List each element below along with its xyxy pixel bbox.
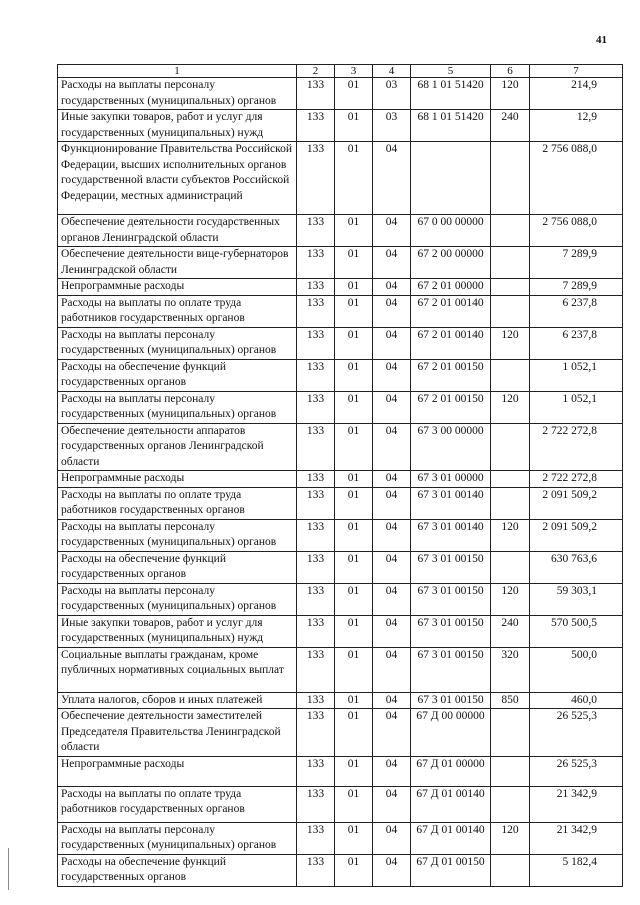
row-section: 01 bbox=[335, 327, 373, 359]
table-row bbox=[58, 110, 623, 142]
row-subsection: 03 bbox=[373, 78, 411, 110]
row-amount: 21 342,9 bbox=[530, 822, 623, 854]
row-code: 133 bbox=[297, 247, 335, 279]
row-subsection: 04 bbox=[373, 391, 411, 423]
row-section: 01 bbox=[335, 583, 373, 615]
row-section: 01 bbox=[335, 854, 373, 886]
row-name: Уплата налогов, сборов и иных платежей bbox=[58, 692, 297, 709]
row-section: 01 bbox=[335, 423, 373, 471]
table-row bbox=[58, 471, 623, 488]
row-expense bbox=[491, 471, 530, 488]
header-cell: 6 bbox=[491, 65, 530, 78]
row-expense bbox=[491, 247, 530, 279]
row-code: 133 bbox=[297, 471, 335, 488]
row-subsection: 04 bbox=[373, 822, 411, 854]
row-subsection: 04 bbox=[373, 692, 411, 709]
row-target: 68 1 01 51420 bbox=[411, 78, 491, 110]
row-name: Непрограммные расходы bbox=[58, 756, 297, 786]
row-name: Расходы на выплаты по оплате труда работников государственных органов bbox=[58, 487, 297, 519]
row-name: Расходы на выплаты персоналу государственных (муниципальных) органов bbox=[58, 519, 297, 551]
row-target: 67 3 01 00150 bbox=[411, 551, 491, 583]
row-amount: 12,9 bbox=[530, 110, 623, 142]
header-cell: 3 bbox=[335, 65, 373, 78]
row-amount: 460,0 bbox=[530, 692, 623, 709]
row-amount: 2 091 509,2 bbox=[530, 519, 623, 551]
row-expense: 120 bbox=[491, 519, 530, 551]
table-row bbox=[58, 822, 623, 854]
row-code: 133 bbox=[297, 822, 335, 854]
row-code: 133 bbox=[297, 391, 335, 423]
row-code: 133 bbox=[297, 142, 335, 215]
table-row bbox=[58, 295, 623, 327]
row-target: 67 2 01 00150 bbox=[411, 391, 491, 423]
header-cell: 5 bbox=[411, 65, 491, 78]
row-target: 67 Д 01 00000 bbox=[411, 756, 491, 786]
row-code: 133 bbox=[297, 487, 335, 519]
row-subsection: 04 bbox=[373, 471, 411, 488]
row-code: 133 bbox=[297, 215, 335, 247]
row-section: 01 bbox=[335, 471, 373, 488]
row-code: 133 bbox=[297, 786, 335, 822]
row-name: Обеспечение деятельности аппаратов государственных органов Ленинградской области bbox=[58, 423, 297, 471]
row-expense: 320 bbox=[491, 647, 530, 692]
row-amount: 6 237,8 bbox=[530, 295, 623, 327]
row-subsection: 04 bbox=[373, 756, 411, 786]
row-section: 01 bbox=[335, 709, 373, 757]
row-amount: 2 756 088,0 bbox=[530, 142, 623, 215]
header-cell: 2 bbox=[297, 65, 335, 78]
table-row bbox=[58, 854, 623, 886]
row-subsection: 04 bbox=[373, 786, 411, 822]
row-section: 01 bbox=[335, 279, 373, 296]
row-target: 67 3 00 00000 bbox=[411, 423, 491, 471]
row-name: Расходы на выплаты персоналу государственных (муниципальных) органов bbox=[58, 327, 297, 359]
row-amount: 500,0 bbox=[530, 647, 623, 692]
row-target: 67 2 01 00140 bbox=[411, 327, 491, 359]
table-row bbox=[58, 487, 623, 519]
row-name: Обеспечение деятельности вице-губернаторов Ленинградской области bbox=[58, 247, 297, 279]
row-target: 67 2 01 00000 bbox=[411, 279, 491, 296]
page-number: 41 bbox=[596, 34, 607, 46]
row-code: 133 bbox=[297, 78, 335, 110]
table-row bbox=[58, 78, 623, 110]
table-row bbox=[58, 247, 623, 279]
row-subsection: 04 bbox=[373, 215, 411, 247]
row-expense bbox=[491, 487, 530, 519]
row-code: 133 bbox=[297, 583, 335, 615]
table-row bbox=[58, 215, 623, 247]
row-expense bbox=[491, 215, 530, 247]
row-section: 01 bbox=[335, 142, 373, 215]
row-subsection: 04 bbox=[373, 359, 411, 391]
row-code: 133 bbox=[297, 551, 335, 583]
row-section: 01 bbox=[335, 786, 373, 822]
row-name: Расходы на выплаты по оплате труда работников государственных органов bbox=[58, 295, 297, 327]
row-section: 01 bbox=[335, 519, 373, 551]
row-amount: 630 763,6 bbox=[530, 551, 623, 583]
row-section: 01 bbox=[335, 647, 373, 692]
row-amount: 2 722 272,8 bbox=[530, 423, 623, 471]
row-section: 01 bbox=[335, 215, 373, 247]
row-code: 133 bbox=[297, 519, 335, 551]
row-code: 133 bbox=[297, 647, 335, 692]
row-name: Расходы на выплаты персоналу государственных (муниципальных) органов bbox=[58, 391, 297, 423]
header-cell: 4 bbox=[373, 65, 411, 78]
row-name: Непрограммные расходы bbox=[58, 471, 297, 488]
row-target: 67 Д 01 00150 bbox=[411, 854, 491, 886]
table-row bbox=[58, 786, 623, 822]
row-name: Функционирование Правительства Российской Федерации, высших исполнительных органов государственной власти субъектов Российской Федерации, местных администраций bbox=[58, 142, 297, 215]
table-row bbox=[58, 615, 623, 647]
row-subsection: 04 bbox=[373, 487, 411, 519]
row-subsection: 04 bbox=[373, 519, 411, 551]
row-name: Иные закупки товаров, работ и услуг для государственных (муниципальных) нужд bbox=[58, 615, 297, 647]
row-code: 133 bbox=[297, 295, 335, 327]
table-row bbox=[58, 519, 623, 551]
row-subsection: 04 bbox=[373, 247, 411, 279]
row-name: Иные закупки товаров, работ и услуг для государственных (муниципальных) нужд bbox=[58, 110, 297, 142]
row-amount: 1 052,1 bbox=[530, 359, 623, 391]
row-name: Расходы на выплаты персоналу государственных (муниципальных) органов bbox=[58, 583, 297, 615]
row-section: 01 bbox=[335, 822, 373, 854]
row-expense bbox=[491, 854, 530, 886]
row-code: 133 bbox=[297, 692, 335, 709]
row-code: 133 bbox=[297, 709, 335, 757]
row-subsection: 04 bbox=[373, 279, 411, 296]
row-expense: 120 bbox=[491, 822, 530, 854]
row-name: Расходы на выплаты персоналу государственных (муниципальных) органов bbox=[58, 78, 297, 110]
table-row bbox=[58, 279, 623, 296]
row-section: 01 bbox=[335, 487, 373, 519]
table-row bbox=[58, 692, 623, 709]
row-amount: 26 525,3 bbox=[530, 709, 623, 757]
row-name: Расходы на обеспечение функций государственных органов bbox=[58, 359, 297, 391]
row-amount: 570 500,5 bbox=[530, 615, 623, 647]
row-expense: 120 bbox=[491, 391, 530, 423]
row-section: 01 bbox=[335, 78, 373, 110]
row-amount: 5 182,4 bbox=[530, 854, 623, 886]
row-amount: 7 289,9 bbox=[530, 247, 623, 279]
row-amount: 6 237,8 bbox=[530, 327, 623, 359]
row-code: 133 bbox=[297, 279, 335, 296]
row-subsection: 04 bbox=[373, 423, 411, 471]
row-target: 68 1 01 51420 bbox=[411, 110, 491, 142]
table-row bbox=[58, 142, 623, 215]
row-subsection: 04 bbox=[373, 295, 411, 327]
row-subsection: 04 bbox=[373, 709, 411, 757]
row-subsection: 04 bbox=[373, 327, 411, 359]
row-expense: 120 bbox=[491, 327, 530, 359]
row-section: 01 bbox=[335, 359, 373, 391]
row-name: Непрограммные расходы bbox=[58, 279, 297, 296]
row-target: 67 2 01 00150 bbox=[411, 359, 491, 391]
row-section: 01 bbox=[335, 692, 373, 709]
row-target: 67 3 01 00140 bbox=[411, 519, 491, 551]
row-expense: 850 bbox=[491, 692, 530, 709]
row-section: 01 bbox=[335, 756, 373, 786]
row-code: 133 bbox=[297, 327, 335, 359]
row-target: 67 Д 01 00140 bbox=[411, 786, 491, 822]
header-cell: 7 bbox=[530, 65, 623, 78]
row-amount: 59 303,1 bbox=[530, 583, 623, 615]
row-code: 133 bbox=[297, 615, 335, 647]
row-expense bbox=[491, 142, 530, 215]
row-target: 67 3 01 00000 bbox=[411, 471, 491, 488]
table-row bbox=[58, 327, 623, 359]
row-expense: 240 bbox=[491, 615, 530, 647]
row-section: 01 bbox=[335, 615, 373, 647]
row-subsection: 04 bbox=[373, 142, 411, 215]
row-target: 67 3 01 00150 bbox=[411, 692, 491, 709]
row-target: 67 3 01 00140 bbox=[411, 487, 491, 519]
row-code: 133 bbox=[297, 854, 335, 886]
row-code: 133 bbox=[297, 423, 335, 471]
table-row bbox=[58, 359, 623, 391]
row-subsection: 04 bbox=[373, 615, 411, 647]
row-expense bbox=[491, 551, 530, 583]
row-expense: 240 bbox=[491, 110, 530, 142]
row-target: 67 0 00 00000 bbox=[411, 215, 491, 247]
row-expense bbox=[491, 423, 530, 471]
row-code: 133 bbox=[297, 110, 335, 142]
row-code: 133 bbox=[297, 756, 335, 786]
row-name: Расходы на выплаты по оплате труда работников государственных органов bbox=[58, 786, 297, 822]
row-expense bbox=[491, 359, 530, 391]
row-section: 01 bbox=[335, 391, 373, 423]
budget-table bbox=[57, 64, 623, 887]
table-row bbox=[58, 709, 623, 757]
row-expense bbox=[491, 786, 530, 822]
row-section: 01 bbox=[335, 295, 373, 327]
row-section: 01 bbox=[335, 551, 373, 583]
row-amount: 26 525,3 bbox=[530, 756, 623, 786]
table-header-row bbox=[58, 65, 623, 78]
margin-mark bbox=[8, 848, 9, 890]
row-target: 67 Д 00 00000 bbox=[411, 709, 491, 757]
row-code: 133 bbox=[297, 359, 335, 391]
row-target: 67 3 01 00150 bbox=[411, 583, 491, 615]
row-target: 67 3 01 00150 bbox=[411, 647, 491, 692]
row-name: Расходы на обеспечение функций государственных органов bbox=[58, 551, 297, 583]
row-expense bbox=[491, 756, 530, 786]
row-amount: 21 342,9 bbox=[530, 786, 623, 822]
row-target: 67 Д 01 00140 bbox=[411, 822, 491, 854]
row-subsection: 04 bbox=[373, 583, 411, 615]
table-row bbox=[58, 583, 623, 615]
table-row bbox=[58, 551, 623, 583]
row-target: 67 2 01 00140 bbox=[411, 295, 491, 327]
row-expense: 120 bbox=[491, 583, 530, 615]
row-amount: 7 289,9 bbox=[530, 279, 623, 296]
row-expense bbox=[491, 295, 530, 327]
table-row bbox=[58, 391, 623, 423]
row-name: Расходы на обеспечение функций государственных органов bbox=[58, 854, 297, 886]
row-subsection: 04 bbox=[373, 647, 411, 692]
row-amount: 214,9 bbox=[530, 78, 623, 110]
row-name: Обеспечение деятельности государственных органов Ленинградской области bbox=[58, 215, 297, 247]
row-name: Обеспечение деятельности заместителей Председателя Правительства Ленинградской области bbox=[58, 709, 297, 757]
row-target: 67 3 01 00150 bbox=[411, 615, 491, 647]
row-expense bbox=[491, 279, 530, 296]
row-amount: 2 091 509,2 bbox=[530, 487, 623, 519]
row-target bbox=[411, 142, 491, 215]
table-row bbox=[58, 423, 623, 471]
row-subsection: 04 bbox=[373, 551, 411, 583]
row-section: 01 bbox=[335, 110, 373, 142]
table-row bbox=[58, 647, 623, 692]
row-expense: 120 bbox=[491, 78, 530, 110]
row-subsection: 04 bbox=[373, 854, 411, 886]
header-cell: 1 bbox=[58, 65, 297, 78]
row-expense bbox=[491, 709, 530, 757]
table-row bbox=[58, 756, 623, 786]
row-amount: 2 722 272,8 bbox=[530, 471, 623, 488]
row-section: 01 bbox=[335, 247, 373, 279]
row-subsection: 03 bbox=[373, 110, 411, 142]
row-target: 67 2 00 00000 bbox=[411, 247, 491, 279]
row-name: Расходы на выплаты персоналу государственных (муниципальных) органов bbox=[58, 822, 297, 854]
row-amount: 2 756 088,0 bbox=[530, 215, 623, 247]
row-amount: 1 052,1 bbox=[530, 391, 623, 423]
row-name: Социальные выплаты гражданам, кроме публичных нормативных социальных выплат bbox=[58, 647, 297, 692]
